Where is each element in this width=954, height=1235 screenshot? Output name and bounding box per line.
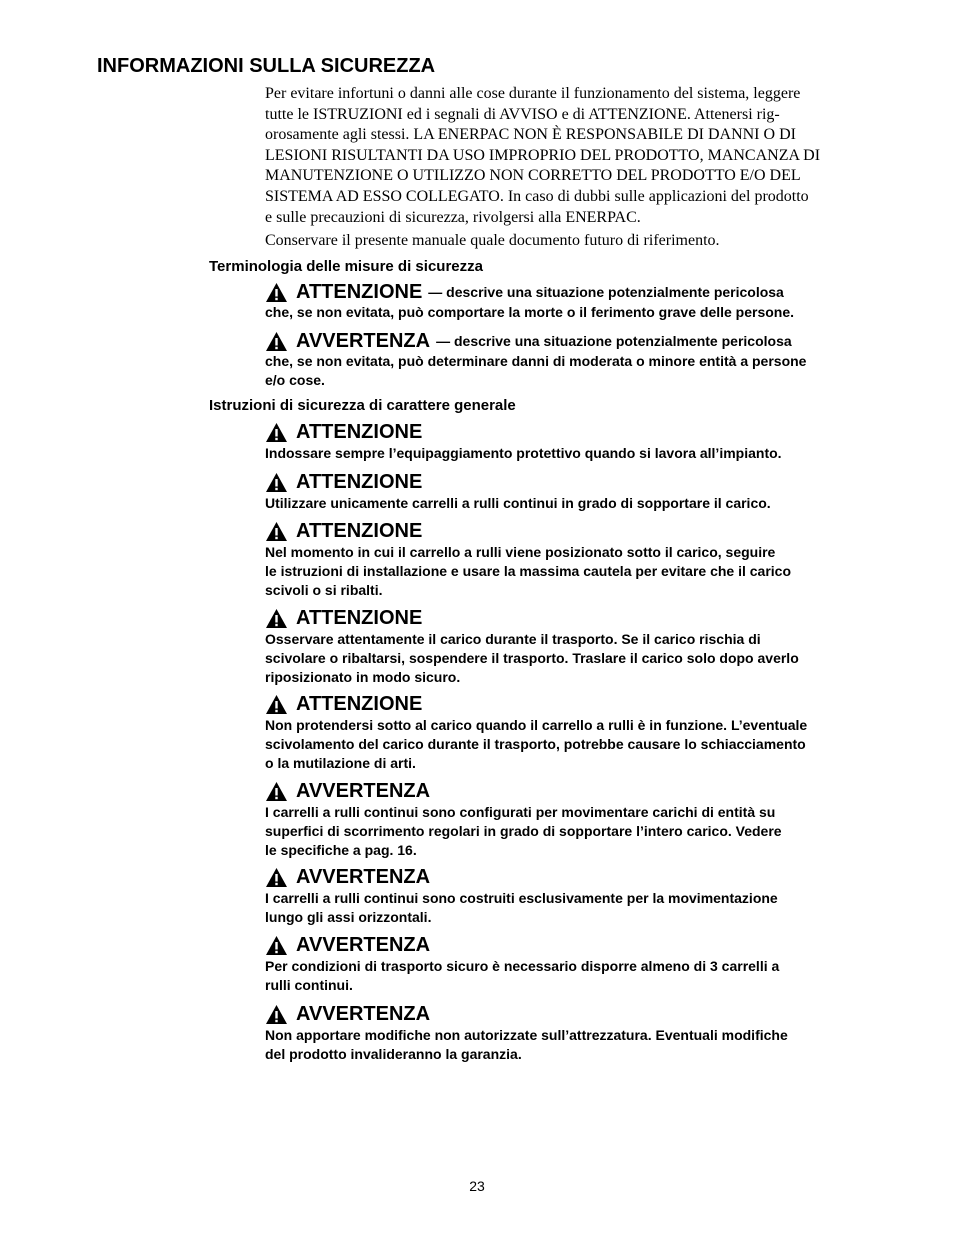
intro-text [265,84,880,252]
warning-triangle-icon [265,1004,288,1025]
notice-line: del prodotto invalideranno la garanzia. [265,1045,522,1062]
safety-notice [265,692,885,772]
terminology-heading: Terminologia delle misure di sicurezza [209,258,483,275]
signal-word: ATTENZIONE [296,471,423,493]
notice-text [265,716,885,772]
notice-text [265,957,885,995]
signal-word: AVVERTENZA [296,934,431,956]
notice-text [265,1026,885,1064]
intro-line: orosamente agli stessi. LA ENERPAC NON È RESPONSABILE DI DANNI O DI [265,126,796,144]
signal-header [265,933,885,957]
general-instructions-heading: Istruzioni di sicurezza di carattere generale [209,397,516,414]
intro-line: tutte le ISTRUZIONI ed i segnali di AVVISO e di ATTENZIONE. Attenersi rig- [265,105,780,123]
notice-line: o la mutilazione di arti. [265,754,416,771]
notice-text [265,803,885,859]
intro-line: LESIONI RISULTANTI DA USO IMPROPRIO DEL PRODOTTO, MANCANZA DI [265,146,821,164]
intro-line: SISTEMA AD ESSO COLLEGATO. In caso di dubbi sulle applicazioni del prodotto [265,187,809,205]
signal-header [265,280,885,304]
notice-line: riposizionato in modo sicuro. [265,668,461,685]
definition-line: e/o cose. [265,371,325,388]
definition-line: che, se non evitata, può determinare danni di moderata o minore entità a persone [265,353,807,369]
signal-word: ATTENZIONE [296,421,423,443]
intro-line: Per evitare infortuni o danni alle cose durante il funzionamento del sistema, leggere [265,85,801,102]
warning-triangle-icon [265,282,288,303]
notice-text [265,889,885,927]
warning-triangle-icon [265,694,288,715]
warning-triangle-icon [265,422,288,443]
warning-triangle-icon [265,331,288,352]
intro-line: e sulle precauzioni di sicurezza, rivolgersi alla ENERPAC. [265,208,641,226]
intro-paragraph-1 [265,84,880,228]
safety-notice [265,470,885,513]
notice-line: lungo gli assi orizzontali. [265,908,432,925]
warning-triangle-icon [265,521,288,542]
notice-line: scivolamento del carico durante il trasporto, potrebbe causare lo schiacciamento [265,735,806,752]
notice-text [265,494,885,513]
signal-word: ATTENZIONE [296,693,423,715]
safety-notice [265,779,885,859]
notice-line: I carrelli a rulli continui sono configurati per movimentare carichi di entità su [265,804,776,820]
definition-line: che, se non evitata, può comportare la morte o il ferimento grave delle persone. [265,304,795,320]
signal-header [265,420,885,444]
notice-line: superfici di scorrimento regolari in grado di sopportare l’intero carico. Vedere [265,822,782,839]
notice-line: scivolare o ribaltarsi, sospendere il trasporto. Traslare il carico solo dopo averlo [265,649,799,666]
notice-text [265,630,885,686]
terminology-attenzione [265,280,885,322]
notice-line: Utilizzare unicamente carrelli a rulli continui in grado di sopportare il carico. [265,495,771,511]
warning-triangle-icon [265,608,288,629]
signal-header [265,1002,885,1026]
notice-text [265,444,885,463]
signal-word: AVVERTENZA [296,866,431,888]
warning-triangle-icon [265,867,288,888]
signal-word: AVVERTENZA [296,1003,431,1025]
safety-notice [265,606,885,686]
notice-text [265,543,885,599]
signal-word: ATTENZIONE [296,520,423,542]
notice-line: rulli continui. [265,976,353,993]
signal-header [265,692,885,716]
signal-definition-start: — descrive una situazione potenzialmente pericolosa [428,284,784,300]
signal-word: AVVERTENZA [296,780,431,802]
signal-definition [265,303,885,322]
signal-word: AVVERTENZA [296,330,431,352]
signal-word: ATTENZIONE [296,607,423,629]
warning-triangle-icon [265,472,288,493]
intro-line: MANUTENZIONE O UTILIZZO NON CORRETTO DEL PRODOTTO E/O DEL [265,167,801,185]
notice-line: Per condizioni di trasporto sicuro è necessario disporre almeno di 3 carrelli a [265,958,780,974]
notice-line: Osservare attentamente il carico durante il trasporto. Se il carico rischia di [265,631,761,647]
notice-line: Indossare sempre l’equipaggiamento protettivo quando si lavora all’impianto. [265,445,782,461]
intro-paragraph-2: Conservare il presente manuale quale documento futuro di riferimento. [265,232,720,250]
page-number: 23 [469,1178,485,1194]
signal-header [265,606,885,630]
notice-line: I carrelli a rulli continui sono costruiti esclusivamente per la movimentazione [265,890,778,906]
section-heading: INFORMAZIONI SULLA SICUREZZA [97,55,436,77]
signal-definition-start: — descrive una situazione potenzialmente pericolosa [436,333,792,349]
signal-header [265,519,885,543]
signal-word: ATTENZIONE [296,281,423,303]
safety-notice [265,519,885,599]
notice-line: Non apportare modifiche non autorizzate sull’attrezzatura. Eventuali modifiche [265,1027,788,1043]
safety-notice [265,420,885,463]
terminology-avvertenza [265,329,885,390]
notice-line: le specifiche a pag. 16. [265,841,417,858]
signal-header [265,779,885,803]
safety-notice [265,865,885,927]
notice-line: Nel momento in cui il carrello a rulli viene posizionato sotto il carico, seguire [265,544,776,560]
warning-triangle-icon [265,935,288,956]
signal-header [265,470,885,494]
signal-header [265,865,885,889]
notice-line: scivoli o si ribalti. [265,581,383,598]
notice-line: Non protendersi sotto al carico quando il carrello a rulli è in funzione. L’eventuale [265,717,808,733]
notice-line: le istruzioni di installazione e usare la massima cautela per evitare che il carico [265,562,792,579]
safety-notice [265,933,885,995]
safety-notice [265,1002,885,1064]
signal-header [265,329,885,353]
warning-triangle-icon [265,781,288,802]
signal-definition [265,352,885,390]
